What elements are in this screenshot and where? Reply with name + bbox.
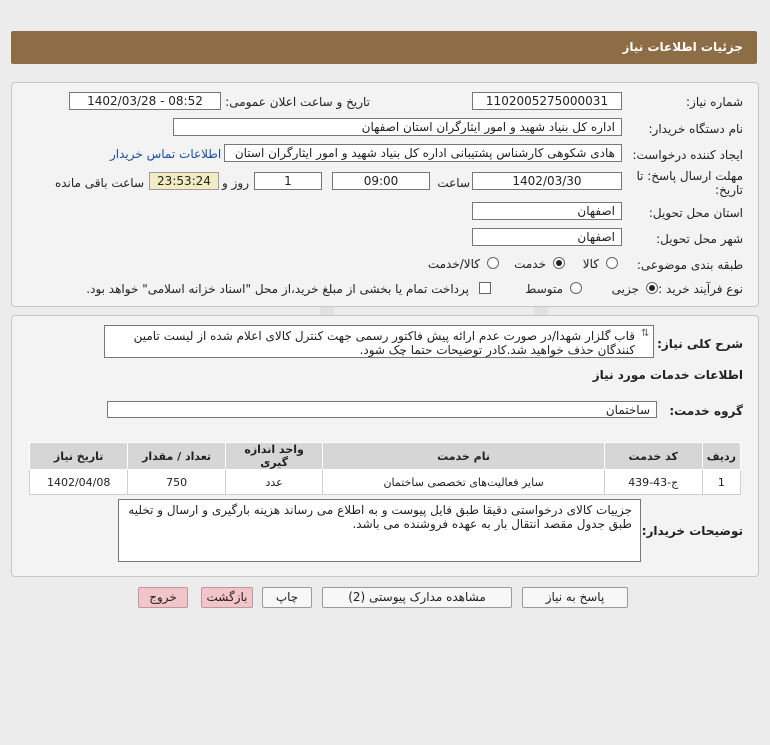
category-label: طبقه بندی موضوعی:: [636, 258, 743, 272]
buyer-contact-link[interactable]: اطلاعات تماس خریدار: [110, 147, 222, 161]
creator-label: ایجاد کننده درخواست:: [632, 148, 743, 162]
cell-unit: عدد: [225, 470, 323, 495]
delivery-province-field: اصفهان: [472, 202, 622, 220]
services-section-title: اطلاعات خدمات مورد نیاز: [592, 368, 743, 382]
table-header-date: تاریخ نیاز: [30, 443, 128, 470]
cell-service-code: ج-43-439: [604, 470, 702, 495]
category-option-goods: کالا: [582, 257, 599, 271]
service-group-field: ساختمان: [107, 401, 657, 418]
category-radio-goods[interactable]: [606, 257, 618, 269]
buyer-label: نام دستگاه خریدار:: [648, 122, 743, 136]
buyer-field: اداره کل بنیاد شهید و امور ایثارگران استان اصفهان: [173, 118, 622, 136]
cell-service-name: سایر فعالیت‌های تخصصی ساختمان: [323, 470, 604, 495]
page-header: [11, 31, 757, 64]
announce-field: 1402/03/28 - 08:52: [69, 92, 221, 110]
page-title: جزئیات اطلاعات نیاز: [622, 40, 743, 54]
treasury-checkbox[interactable]: [479, 282, 491, 294]
exit-button[interactable]: خروج: [138, 587, 188, 608]
deadline-time-label: ساعت: [437, 176, 470, 190]
buyer-notes-label: توضیحات خریدار:: [641, 524, 743, 538]
category-option-goods-service: کالا/خدمت: [427, 257, 480, 271]
delivery-city-label: شهر محل تحویل:: [656, 232, 743, 246]
category-radio-goods-service[interactable]: [487, 257, 499, 269]
table-header-unit: واحد اندازه گیری: [225, 443, 323, 470]
need-summary-box: قاب گلزار شهدا/در صورت عدم ارائه پیش فاکتور رسمی جهت کنترل کالای اعلام شده از لیست تامین کنندگان حذف خواهید شد.کادر توضیحات حتما چک شود.: [104, 325, 654, 358]
need-number-label: شماره نیاز:: [686, 95, 743, 109]
remaining-label: ساعت باقی مانده: [54, 176, 144, 190]
purchase-type-label: نوع فرآیند خرید :: [658, 282, 743, 296]
services-table: [29, 442, 741, 495]
deadline-date-field: 1402/03/30: [472, 172, 622, 190]
payment-note: پرداخت تمام یا بخشی از مبلغ خرید،از محل "اسناد خزانه اسلامی" خواهد بود.: [86, 282, 469, 296]
deadline-time-field: 09:00: [332, 172, 430, 190]
table-header-row-number: ردیف: [702, 443, 740, 470]
purchase-option-medium: متوسط: [525, 282, 563, 296]
deadline-label-date: تاریخ:: [715, 183, 743, 197]
print-button[interactable]: چاپ: [262, 587, 312, 608]
announce-label: تاریخ و ساعت اعلان عمومی:: [225, 95, 370, 109]
purchase-radio-medium[interactable]: [570, 282, 582, 294]
cell-row-number: 1: [702, 470, 740, 495]
table-header-row: [30, 443, 741, 470]
table-row: [30, 470, 741, 495]
delivery-province-label: استان محل تحویل:: [648, 206, 743, 220]
purchase-radio-minor[interactable]: [646, 282, 658, 294]
service-group-label: گروه خدمت:: [669, 404, 743, 418]
info-panel: [11, 82, 759, 307]
purchase-option-minor: جزیی: [611, 282, 639, 296]
buyer-notes-box: جزییات کالای درخواستی دقیقا طبق فایل پیوست و به اطلاع می رساند هزینه بارگیری و ارسال و تخلیه طبق جدول مقصد انتقال بار به عهده فروشنده می باشد.: [118, 499, 641, 562]
back-button[interactable]: بازگشت: [201, 587, 253, 608]
category-radio-service[interactable]: [553, 257, 565, 269]
resize-grip-icon: ⇅: [641, 328, 650, 339]
category-option-service: خدمت: [514, 257, 546, 271]
delivery-city-field: اصفهان: [472, 228, 622, 246]
remaining-time-field: 23:53:24: [149, 172, 219, 190]
days-field: 1: [254, 172, 322, 190]
reply-button[interactable]: پاسخ به نیاز: [522, 587, 628, 608]
need-number-field: 1102005275000031: [472, 92, 622, 110]
days-label: روز و: [222, 176, 249, 190]
view-attachments-button[interactable]: مشاهده مدارک پیوستی (2): [322, 587, 512, 608]
cell-quantity: 750: [128, 470, 226, 495]
creator-field: هادی شکوهی کارشناس پشتیبانی اداره کل بنیاد شهید و امور ایثارگران استان: [224, 144, 622, 162]
need-summary-label: شرح کلی نیاز:: [657, 337, 743, 351]
table-header-service-name: نام خدمت: [323, 443, 604, 470]
cell-date: 1402/04/08: [30, 470, 128, 495]
table-header-service-code: کد خدمت: [604, 443, 702, 470]
deadline-label: مهلت ارسال پاسخ: تا: [636, 169, 743, 183]
table-header-quantity: تعداد / مقدار: [128, 443, 226, 470]
